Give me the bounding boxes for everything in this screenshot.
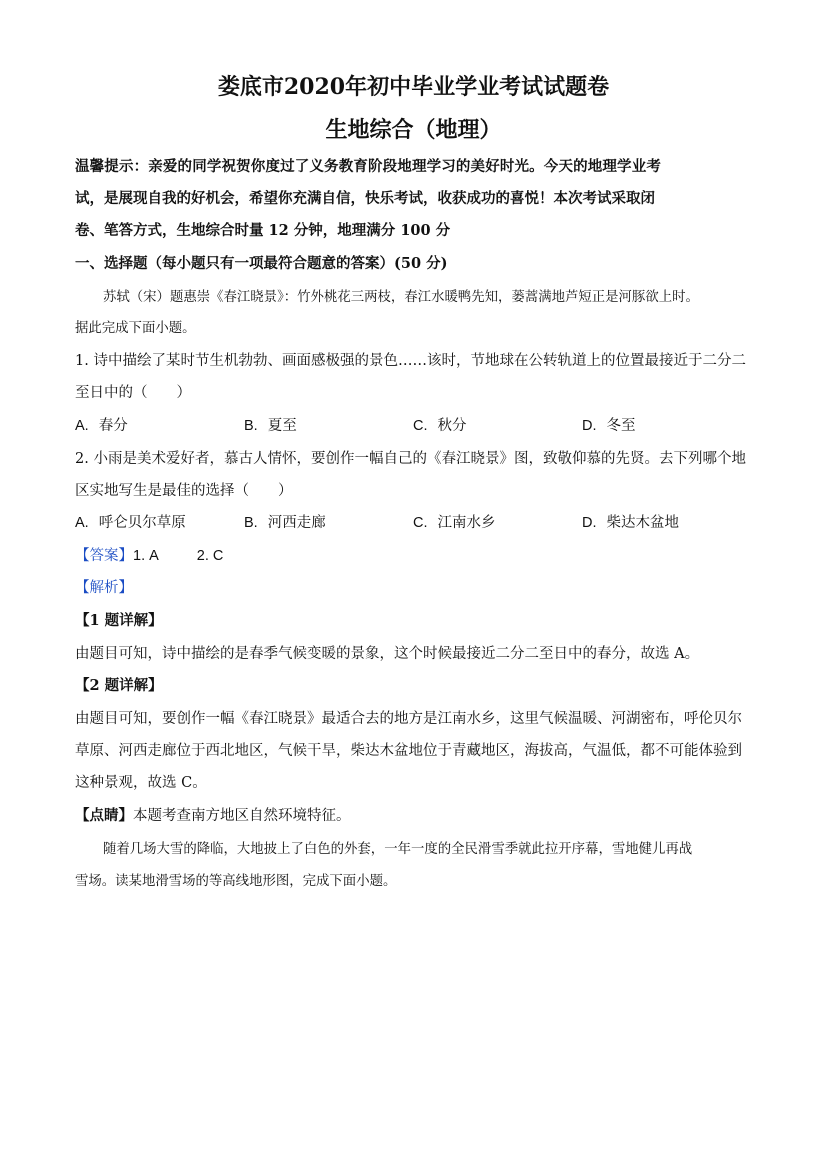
- detail2-line-1: 由题目可知，要创作一幅《春江晓景》最适合去的地方是江南水乡，这里气候温暖、河湖密布，呼伦贝尔: [75, 711, 742, 727]
- q2-option-a: [75, 513, 186, 533]
- detail2-line-3: 这种景观，故选 C。: [75, 775, 207, 791]
- detail2-line-2: 草原、河西走廊位于西北地区，气候干旱，柴达木盆地位于青藏地区，海拔高，气温低，都不可能体验到: [75, 743, 742, 759]
- detail1-text: 由题目可知，诗中描绘的是春季气候变暖的景象，这个时候最接近二分二至日中的春分，故选 A。: [75, 646, 700, 662]
- q2-option-b: [244, 513, 326, 533]
- answer-tag: 【答案】: [75, 548, 133, 564]
- option-text: 河西走廊: [267, 515, 326, 531]
- q1-line-1: 1. 诗中描绘了某时节生机勃勃、画面感极强的景色……该时，节地球在公转轨道上的位置最接近于二分二: [75, 353, 746, 369]
- q2-line-1: 2. 小雨是美术爱好者，慕古人情怀，要创作一幅自己的《春江晓景》图，致敬仰慕的先贤。去下列哪个地: [75, 451, 746, 467]
- answer-1: 1. A: [133, 548, 159, 564]
- passage2-line-2: 雪场。读某地滑雪场的等高线地形图，完成下面小题。: [75, 874, 397, 889]
- option-text: 秋分: [437, 418, 467, 434]
- detail1-heading: 【1 题详解】: [75, 612, 163, 629]
- option-label: A.: [75, 418, 89, 434]
- passage2-line-1: 随着几场大雪的降临，大地披上了白色的外套，一年一度的全民滑雪季就此拉开序幕，雪地健儿再战: [103, 842, 693, 857]
- comment-line: [75, 806, 351, 826]
- option-text: 春分: [98, 418, 128, 434]
- answer-line: [75, 546, 223, 566]
- option-text: 夏至: [267, 418, 297, 434]
- page-subtitle: 生地综合（地理）: [325, 117, 502, 143]
- detail2-heading: 【2 题详解】: [75, 677, 163, 694]
- option-label: B.: [244, 515, 258, 531]
- q1-option-c: [413, 416, 467, 436]
- passage1-line-1: 苏轼（宋）题惠崇《春江晓景》：竹外桃花三两枝，春江水暖鸭先知，蒌蒿满地芦短正是河豚欲上时。: [103, 290, 699, 305]
- option-label: A.: [75, 515, 89, 531]
- q1-option-b: [244, 416, 297, 436]
- analysis-tag: 【解析】: [75, 580, 133, 596]
- option-label: C.: [413, 515, 428, 531]
- option-label: C.: [413, 418, 428, 434]
- q1-option-d: [582, 416, 636, 436]
- q1-option-a: [75, 416, 128, 436]
- q2-line-2: 区实地写生是最佳的选择（ ）: [75, 483, 293, 499]
- option-label: D.: [582, 515, 597, 531]
- option-label: B.: [244, 418, 258, 434]
- option-text: 冬至: [606, 418, 636, 434]
- option-text: 柴达木盆地: [606, 515, 679, 531]
- tip-line-1: 温馨提示：亲爱的同学祝贺你度过了义务教育阶段地理学习的美好时光。今天的地理学业考: [75, 158, 661, 175]
- q2-option-c: [413, 513, 496, 533]
- comment-text: 本题考查南方地区自然环境特征。: [133, 808, 351, 824]
- comment-tag: 【点睛】: [75, 807, 133, 824]
- section-heading: 一、选择题（每小题只有一项最符合题意的答案）(50 分): [75, 255, 448, 272]
- tip-line-3: 卷、笔答方式，生地综合时量 12 分钟，地理满分 100 分: [75, 222, 451, 239]
- answer-2: 2. C: [196, 548, 224, 564]
- passage1-line-2: 据此完成下面小题。: [75, 321, 196, 336]
- option-text: 江南水乡: [437, 515, 496, 531]
- option-label: D.: [582, 418, 597, 434]
- tip-line-2: 试，是展现自我的好机会，希望你充满自信，快乐考试，收获成功的喜悦！本次考试采取闭: [75, 190, 655, 207]
- page-title: 娄底市2020年初中毕业学业考试试题卷: [217, 74, 610, 100]
- option-text: 呼仑贝尔草原: [98, 515, 186, 531]
- q2-option-d: [582, 513, 679, 533]
- q1-line-2: 至日中的（ ）: [75, 385, 191, 401]
